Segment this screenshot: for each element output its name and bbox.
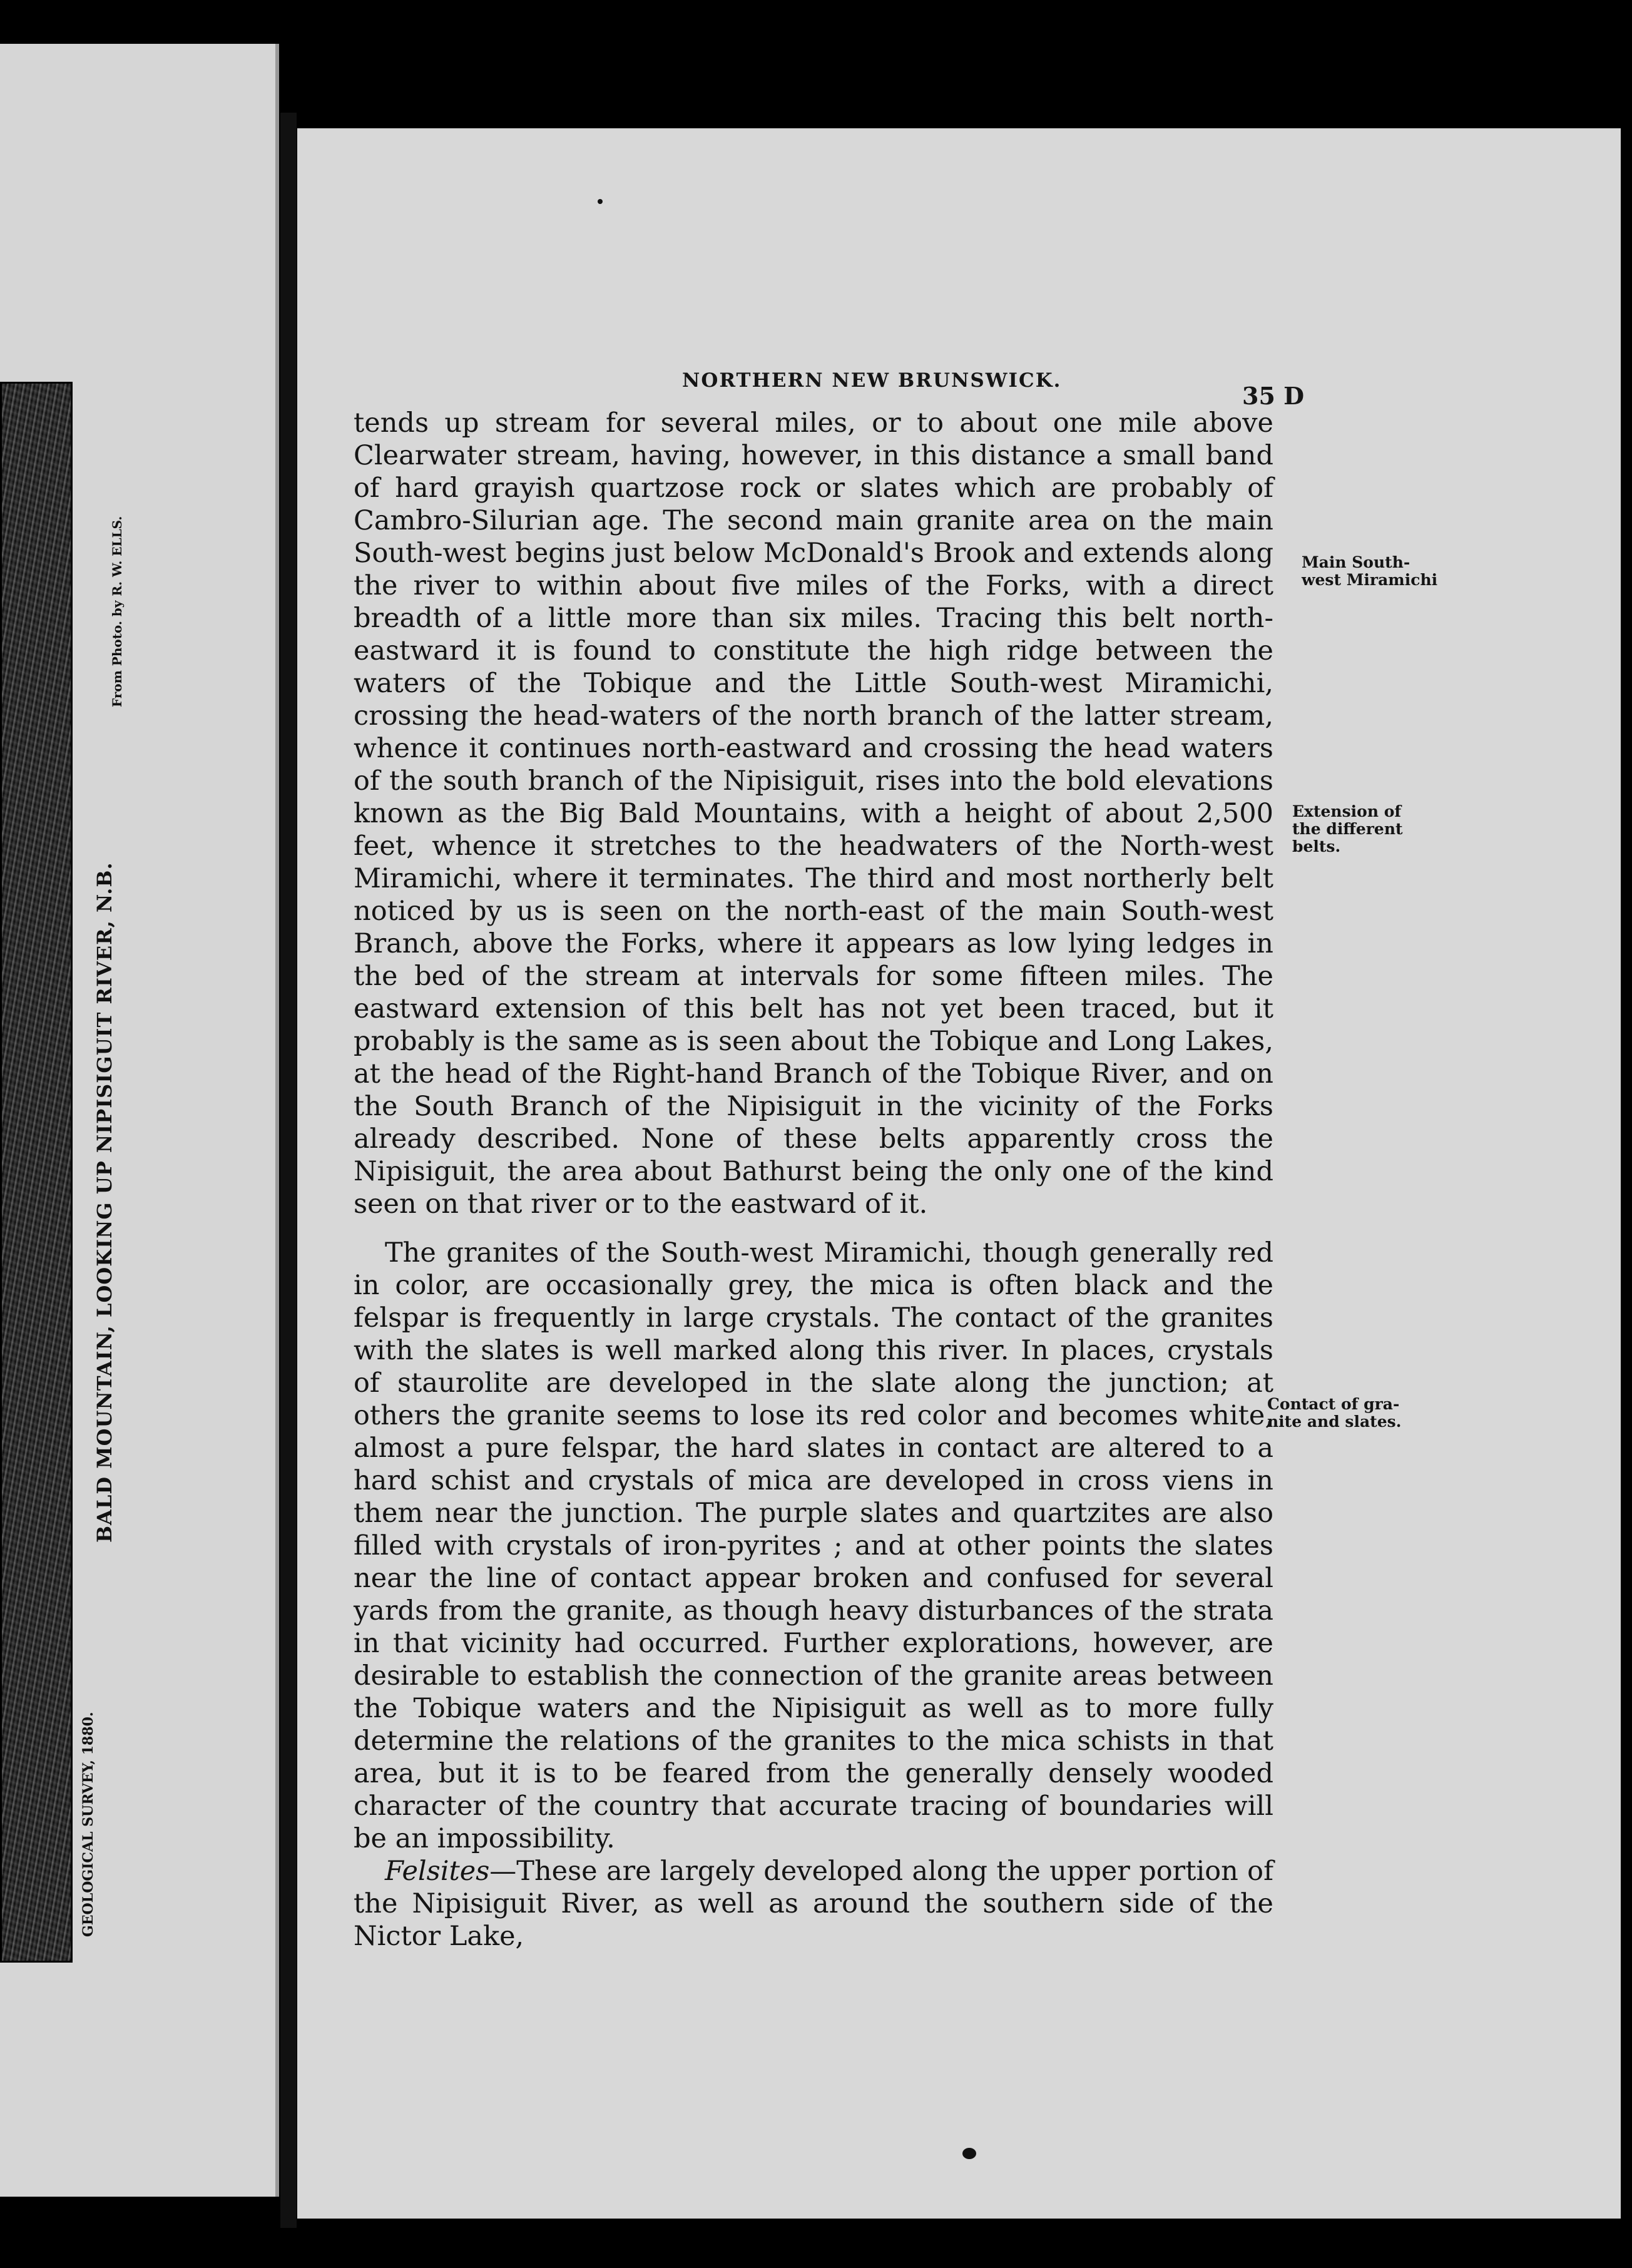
print-speck: [598, 199, 603, 204]
print-speck: [962, 2148, 976, 2159]
margin-note: Contact of gra- nite and slates.: [1267, 1395, 1402, 1431]
margin-note: Extension of the different belts.: [1292, 802, 1403, 856]
running-head: NORTHERN NEW BRUNSWICK.: [682, 369, 1062, 392]
section-heading: Felsites: [385, 1856, 490, 1887]
survey-label: GEOLOGICAL SURVEY, 1880.: [80, 1712, 96, 1937]
page-number: 35 D: [1242, 382, 1305, 410]
margin-note: Main South- west Miramichi: [1302, 553, 1438, 589]
facing-plate-page: [0, 44, 279, 2197]
plate-caption: BALD MOUNTAIN, LOOKING UP NIPISIGUIT RIVER, N.B.: [93, 862, 116, 1543]
paragraph-text: —These are largely developed along the upper portion of the Nipisiguit River, as well as around the southern side of the Nictor Lake,: [354, 1856, 1273, 1952]
paragraph: tends up stream for several miles, or to about one mile above Clearwater stream, having, however, in this distance a small band of hard grayish quartzose rock or slates which are probably of Cambro-Silurian age. The second main granite area on the main South-west begins just below McDonald's Brook and extends along the river to within about five miles of the Forks, with a direct breadth of a little more than six miles. Tracing this belt north-eastward it is found to constitute the high ridge between the waters of the Tobique and the Little South-west Miramichi, crossing the head-waters of the north branch of the latter stream, whence it continues north-eastward and crossing the head waters of the south branch of the Nipisiguit, rises into the bold elevations known as the Big Bald Mountains, with a height of about 2,500 feet, whence it stretches to the headwaters of the North-west Miramichi, where it terminates. The third and most northerly belt noticed by us is seen on the north-east of the main South-west Branch, above the Forks, where it appears as low lying ledges in the bed of the stream at intervals for some fifteen miles. The eastward extension of this belt has not yet been traced, but it probably is the same as is seen about the Tobique and Long Lakes, at the head of the Right-hand Branch of the Tobique River, and on the South Branch of the Nipisiguit in the vicinity of the Forks already described. None of these belts apparently cross the Nipisiguit, the area about Bathurst being the only one of the kind seen on that river or to the eastward of it.: [354, 407, 1273, 1220]
book-gutter: [280, 113, 297, 2228]
paragraph: The granites of the South-west Miramichi, though generally red in color, are occasionally grey, the mica is often black and the felspar is frequently in large crystals. The contact of the granites with the slates is well marked along this river. In places, crystals of staurolite are developed in the slate along the junction; at others the granite seems to lose its red color and becomes white, almost a pure felspar, the hard slates in contact are altered to a hard schist and crystals of mica are developed in cross viens in them near the junction. The purple slates and quartzites are also filled with crystals of iron-pyrites ; and at other points the slates near the line of contact appear broken and confused for several yards from the granite, as though heavy disturbances of the strata in that vicinity had occurred. Further explorations, however, are desirable to establish the connection of the granite areas between the Tobique waters and the Nipisiguit as well as to more fully determine the relations of the granites to the mica schists in that area, but it is to be feared from the generally densely wooded character of the country that accurate tracing of boundaries will be an impossibility.: [354, 1237, 1273, 1854]
body-text: [354, 407, 1273, 1953]
plate-engraving: [0, 382, 73, 1963]
photo-credit: From Photo. by R. W. ELLS.: [110, 516, 125, 707]
paragraph-felsites: [354, 1855, 1273, 1953]
